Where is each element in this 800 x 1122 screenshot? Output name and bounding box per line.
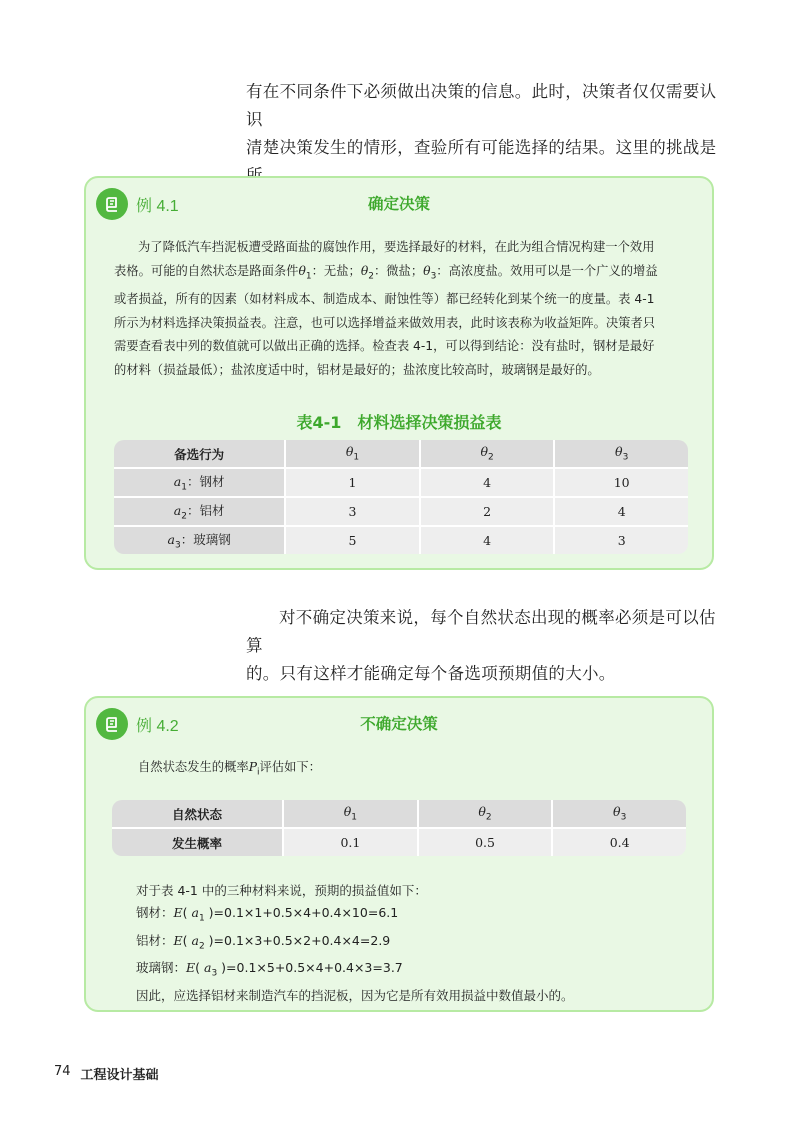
- table-cell: 1: [286, 469, 421, 498]
- probability-table: [112, 800, 686, 856]
- table-header-row: [112, 800, 686, 829]
- header-cell: $\theta_2$: [421, 440, 556, 469]
- decision-table-wrap: [114, 440, 688, 554]
- body-line: 所示为材料选择决策损益表。注意，也可以选择增益来做效用表，此时该表称为收益矩阵。决策者只: [114, 315, 656, 330]
- body-line: 或者损益，所有的因素（如材料成本、制造成本、耐蚀性等）都已经转化到某个统一的度量。表 4-1: [114, 292, 655, 307]
- body-line: 需要查看表中列的数值就可以做出正确的选择。检查表 4-1，可以得到结论：没有盐时，钢材是最好: [114, 339, 655, 354]
- example-title: 不确定决策: [360, 715, 438, 733]
- calculation-block: [136, 880, 574, 1007]
- table-cell: 0.4: [553, 829, 686, 856]
- intro-line: 有在不同条件下必须做出决策的信息。此时，决策者仅仅需要认识: [246, 82, 717, 129]
- book-title: 工程设计基础: [80, 1068, 159, 1083]
- table-row: [112, 829, 686, 856]
- table-cell: 3: [286, 498, 421, 527]
- theta-symbol: θ: [423, 263, 431, 278]
- book-leaf-icon: [96, 708, 128, 740]
- table-cell: 4: [555, 498, 688, 527]
- body-line: 自然状态发生的概率$P_i$评估如下：: [138, 760, 321, 778]
- book-leaf-icon: [96, 188, 128, 220]
- page-number: 74: [54, 1064, 71, 1079]
- row-label: $a_3$：玻璃钢: [114, 527, 286, 554]
- middle-line: 对不确定决策来说，每个自然状态出现的概率必须是可以估算: [246, 608, 716, 655]
- table-cell: 10: [555, 469, 688, 498]
- calc-intro: 对于表 4-1 中的三种材料来说，预期的损益值如下：: [136, 883, 427, 898]
- table-cell: 0.5: [419, 829, 554, 856]
- decision-table: [114, 440, 688, 554]
- table-cell: 2: [421, 498, 556, 527]
- table-cell: 0.1: [284, 829, 419, 856]
- table-row: [114, 469, 688, 498]
- example-4-2-box: [84, 696, 714, 1012]
- table-header-row: [114, 440, 688, 469]
- table-cell: 5: [286, 527, 421, 554]
- page-footer: [54, 1064, 159, 1083]
- header-cell: $\theta_3$: [553, 800, 686, 829]
- intro-line: 清楚决策发生的情形，查验所有可能选择的结果。这里的挑战是: [246, 138, 717, 157]
- calc-conclusion: 因此，应选择铝材来制造汽车的挡泥板，因为它是所有效用损益中数值最小的。: [136, 987, 574, 1003]
- body-line: 表格。可能的自然状态是路面条件$\theta_1$：无盐；$\theta_2$：微盐；$\theta_3$：高浓度盐。效用可以是一个广义的增益: [114, 263, 658, 281]
- row-label: $a_2$：铝材: [114, 498, 286, 527]
- header-cell: $\theta_3$: [555, 440, 688, 469]
- header-cell: $\theta_1$: [284, 800, 419, 829]
- example-label: 例 4.1: [136, 197, 179, 215]
- example-title: 确定决策: [367, 195, 430, 213]
- table-row: [114, 527, 688, 554]
- header-cell: 备选行为: [114, 440, 286, 469]
- middle-line: 的。只有这样才能确定每个备选项预期值的大小。: [246, 664, 616, 683]
- table-cell: 3: [555, 527, 688, 554]
- body-line: 的材料（损益最低）；盐浓度适中时，铝材是最好的；盐浓度比较高时，玻璃钢是最好的。: [114, 362, 600, 377]
- example-intro: [114, 756, 688, 785]
- theta-symbol: θ: [298, 263, 306, 278]
- probability-table-wrap: [112, 800, 686, 856]
- row-label: $a_1$：钢材: [114, 469, 286, 498]
- example-label: 例 4.2: [136, 717, 179, 735]
- calc-line: 钢材：E( $a_1$ )=0.1×1+0.5×4+0.4×10=6.1: [136, 905, 399, 924]
- example-header: [96, 706, 179, 742]
- example-header: [96, 186, 179, 222]
- header-cell: $\theta_2$: [419, 800, 554, 829]
- example-body: [114, 236, 688, 382]
- theta-symbol: θ: [360, 263, 369, 278]
- example-4-1-box: [84, 176, 714, 570]
- body-line: 为了降低汽车挡泥板遭受路面盐的腐蚀作用，要选择最好的材料，在此为组合情况构建一个效用: [138, 240, 655, 254]
- header-cell: 自然状态: [112, 800, 284, 829]
- middle-paragraph: [246, 604, 722, 688]
- calc-line: 铝材：E( $a_2$ )=0.1×3+0.5×2+0.4×4=2.9: [136, 932, 391, 951]
- table-cell: 4: [421, 469, 556, 498]
- table-row: [114, 498, 688, 527]
- calc-line: 玻璃钢：E( $a_3$ )=0.1×5+0.5×4+0.4×3=3.7: [136, 960, 403, 979]
- header-cell: $\theta_1$: [286, 440, 421, 469]
- row-label: 发生概率: [112, 829, 284, 856]
- table-caption: 表4-1 材料选择决策损益表: [296, 413, 502, 432]
- table-cell: 4: [421, 527, 556, 554]
